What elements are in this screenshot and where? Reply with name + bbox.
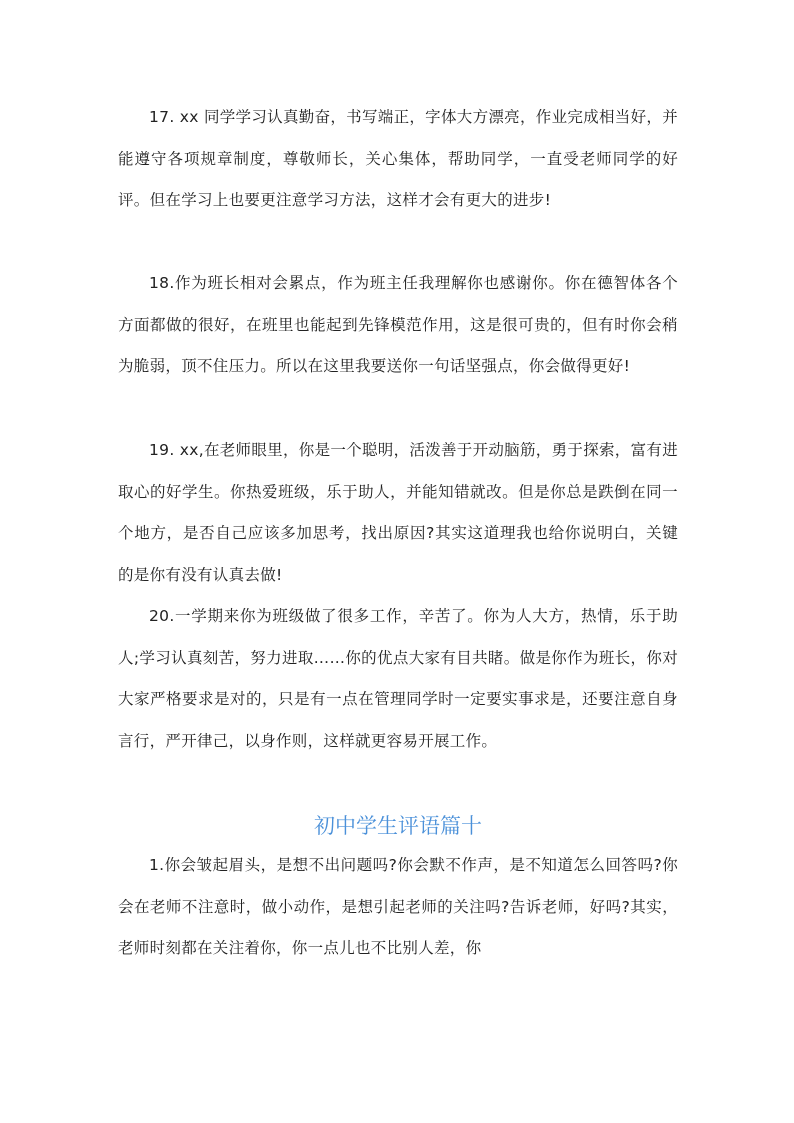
section-heading: 初中学生评语篇十 xyxy=(314,814,482,838)
comment-paragraph-17: 17. xx 同学学习认真勤奋，书写端正，字体大方漂亮，作业完成相当好，并能遵守各项规章制度，尊敬师长，关心集体，帮助同学，一直受老师同学的好评。但在学习上也要更注意学习方法，这样才会有更大的进步! xyxy=(118,108,678,209)
comment-paragraph-19: 19. xx,在老师眼里，你是一个聪明，活泼善于开动脑筋，勇于探索，富有进取心的好学生。你热爱班级，乐于助人，并能知错就改。但是你总是跌倒在同一个地方，是否自己应该多加思考，找出原因?其实这道理我也给你说明白，关键的是你有没有认真去做! xyxy=(118,441,678,584)
section-paragraph-1: 1.你会皱起眉头，是想不出问题吗?你会默不作声，是不知道怎么回答吗?你会在老师不注意时，做小动作，是想引起老师的关注吗?告诉老师，好吗?其实，老师时刻都在关注着你，你一点儿也不比别人差，你 xyxy=(118,856,678,957)
comment-paragraph-20: 20.一学期来你为班级做了很多工作，辛苦了。你为人大方，热情，乐于助人;学习认真刻苦，努力进取……你的优点大家有目共睹。做是你作为班长，你对大家严格要求是对的，只是有一点在管理同学时一定要实事求是，还要注意自身言行，严开律己，以身作则，这样就更容易开展工作。 xyxy=(118,607,678,750)
comment-paragraph-18: 18.作为班长相对会累点，作为班主任我理解你也感谢你。你在德智体各个方面都做的很好，在班里也能起到先锋模范作用，这是很可贵的，但有时你会稍为脆弱，顶不住压力。所以在这里我要送你一句话坚强点，你会做得更好! xyxy=(118,274,678,375)
